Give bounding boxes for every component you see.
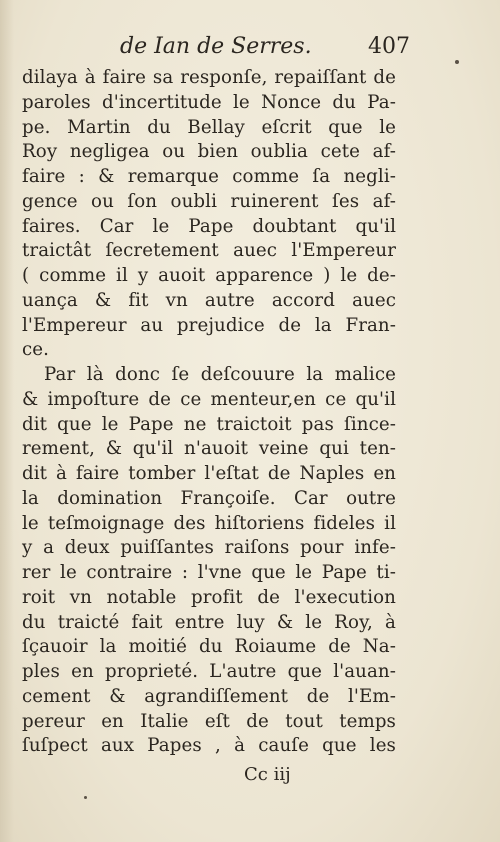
text-line: ſuſpect aux Papes , à cauſe que les xyxy=(22,735,396,757)
text-line: ples en proprieté. L'autre que l'auan- xyxy=(22,661,396,682)
page-number: 407 xyxy=(368,34,410,59)
text-line: roit vn notable profit de l'execution xyxy=(22,586,396,608)
text-line: faires. Car le Pape doubtant qu'il xyxy=(22,215,396,237)
text-line: la domination Françoiſe. Car outre xyxy=(22,487,396,509)
text-line: l'Empereur au prejudice de la Fran- xyxy=(22,314,396,336)
text-line: rer le contraire : l'vne que le Pape ti- xyxy=(22,562,396,583)
text-line: dilaya à faire sa responſe, repaiſſant de xyxy=(22,67,396,88)
body-text xyxy=(22,66,396,759)
running-title: de Ian de Serres. xyxy=(120,34,312,59)
text-line: Roy negligea ou bien oublia cete af- xyxy=(22,141,396,163)
text-line: pereur en Italie eſt de tout temps xyxy=(22,710,396,732)
text-line: dit à faire tomber l'eſtat de Naples en xyxy=(22,463,396,484)
text-line: ce. xyxy=(22,339,50,361)
text-line: traictât ſecretement auec l'Empereur xyxy=(22,240,396,262)
signature-mark: Cc iij xyxy=(244,764,291,785)
ink-speck xyxy=(455,60,459,64)
text-line: ſçauoir la moitié du Roiaume de Na- xyxy=(22,636,396,658)
text-line: y a deux puiſſantes raiſons pour infe- xyxy=(22,537,396,559)
page-header xyxy=(120,30,410,64)
text-line: & impoſture de ce menteur,en ce qu'il xyxy=(22,388,396,410)
ink-speck xyxy=(84,796,87,799)
text-line: ( comme il y auoit apparence ) le de- xyxy=(22,265,396,286)
text-line: dit que le Pape ne traictoit pas ſince- xyxy=(22,413,396,435)
text-line: paroles d'incertitude le Nonce du Pa- xyxy=(22,91,396,113)
text-line: rement, & qu'il n'auoit veine qui ten- xyxy=(22,438,396,460)
paragraph-start-line: Par là donc ſe deſcouure la malice xyxy=(44,364,396,385)
text-line: cement & agrandiſſement de l'Em- xyxy=(22,685,396,707)
text-line: le teſmoignage des hiſtoriens fideles il xyxy=(22,512,396,534)
text-line: uança & fit vn autre accord auec xyxy=(22,289,396,311)
text-line: gence ou ſon oubli ruinerent ſes af- xyxy=(22,190,396,212)
text-line: faire : & remarque comme ſa negli- xyxy=(22,166,396,187)
text-line: pe. Martin du Bellay eſcrit que le xyxy=(22,116,396,138)
page-gutter-shadow xyxy=(0,0,14,842)
text-line: du traicté fait entre luy & le Roy, à xyxy=(22,611,396,633)
